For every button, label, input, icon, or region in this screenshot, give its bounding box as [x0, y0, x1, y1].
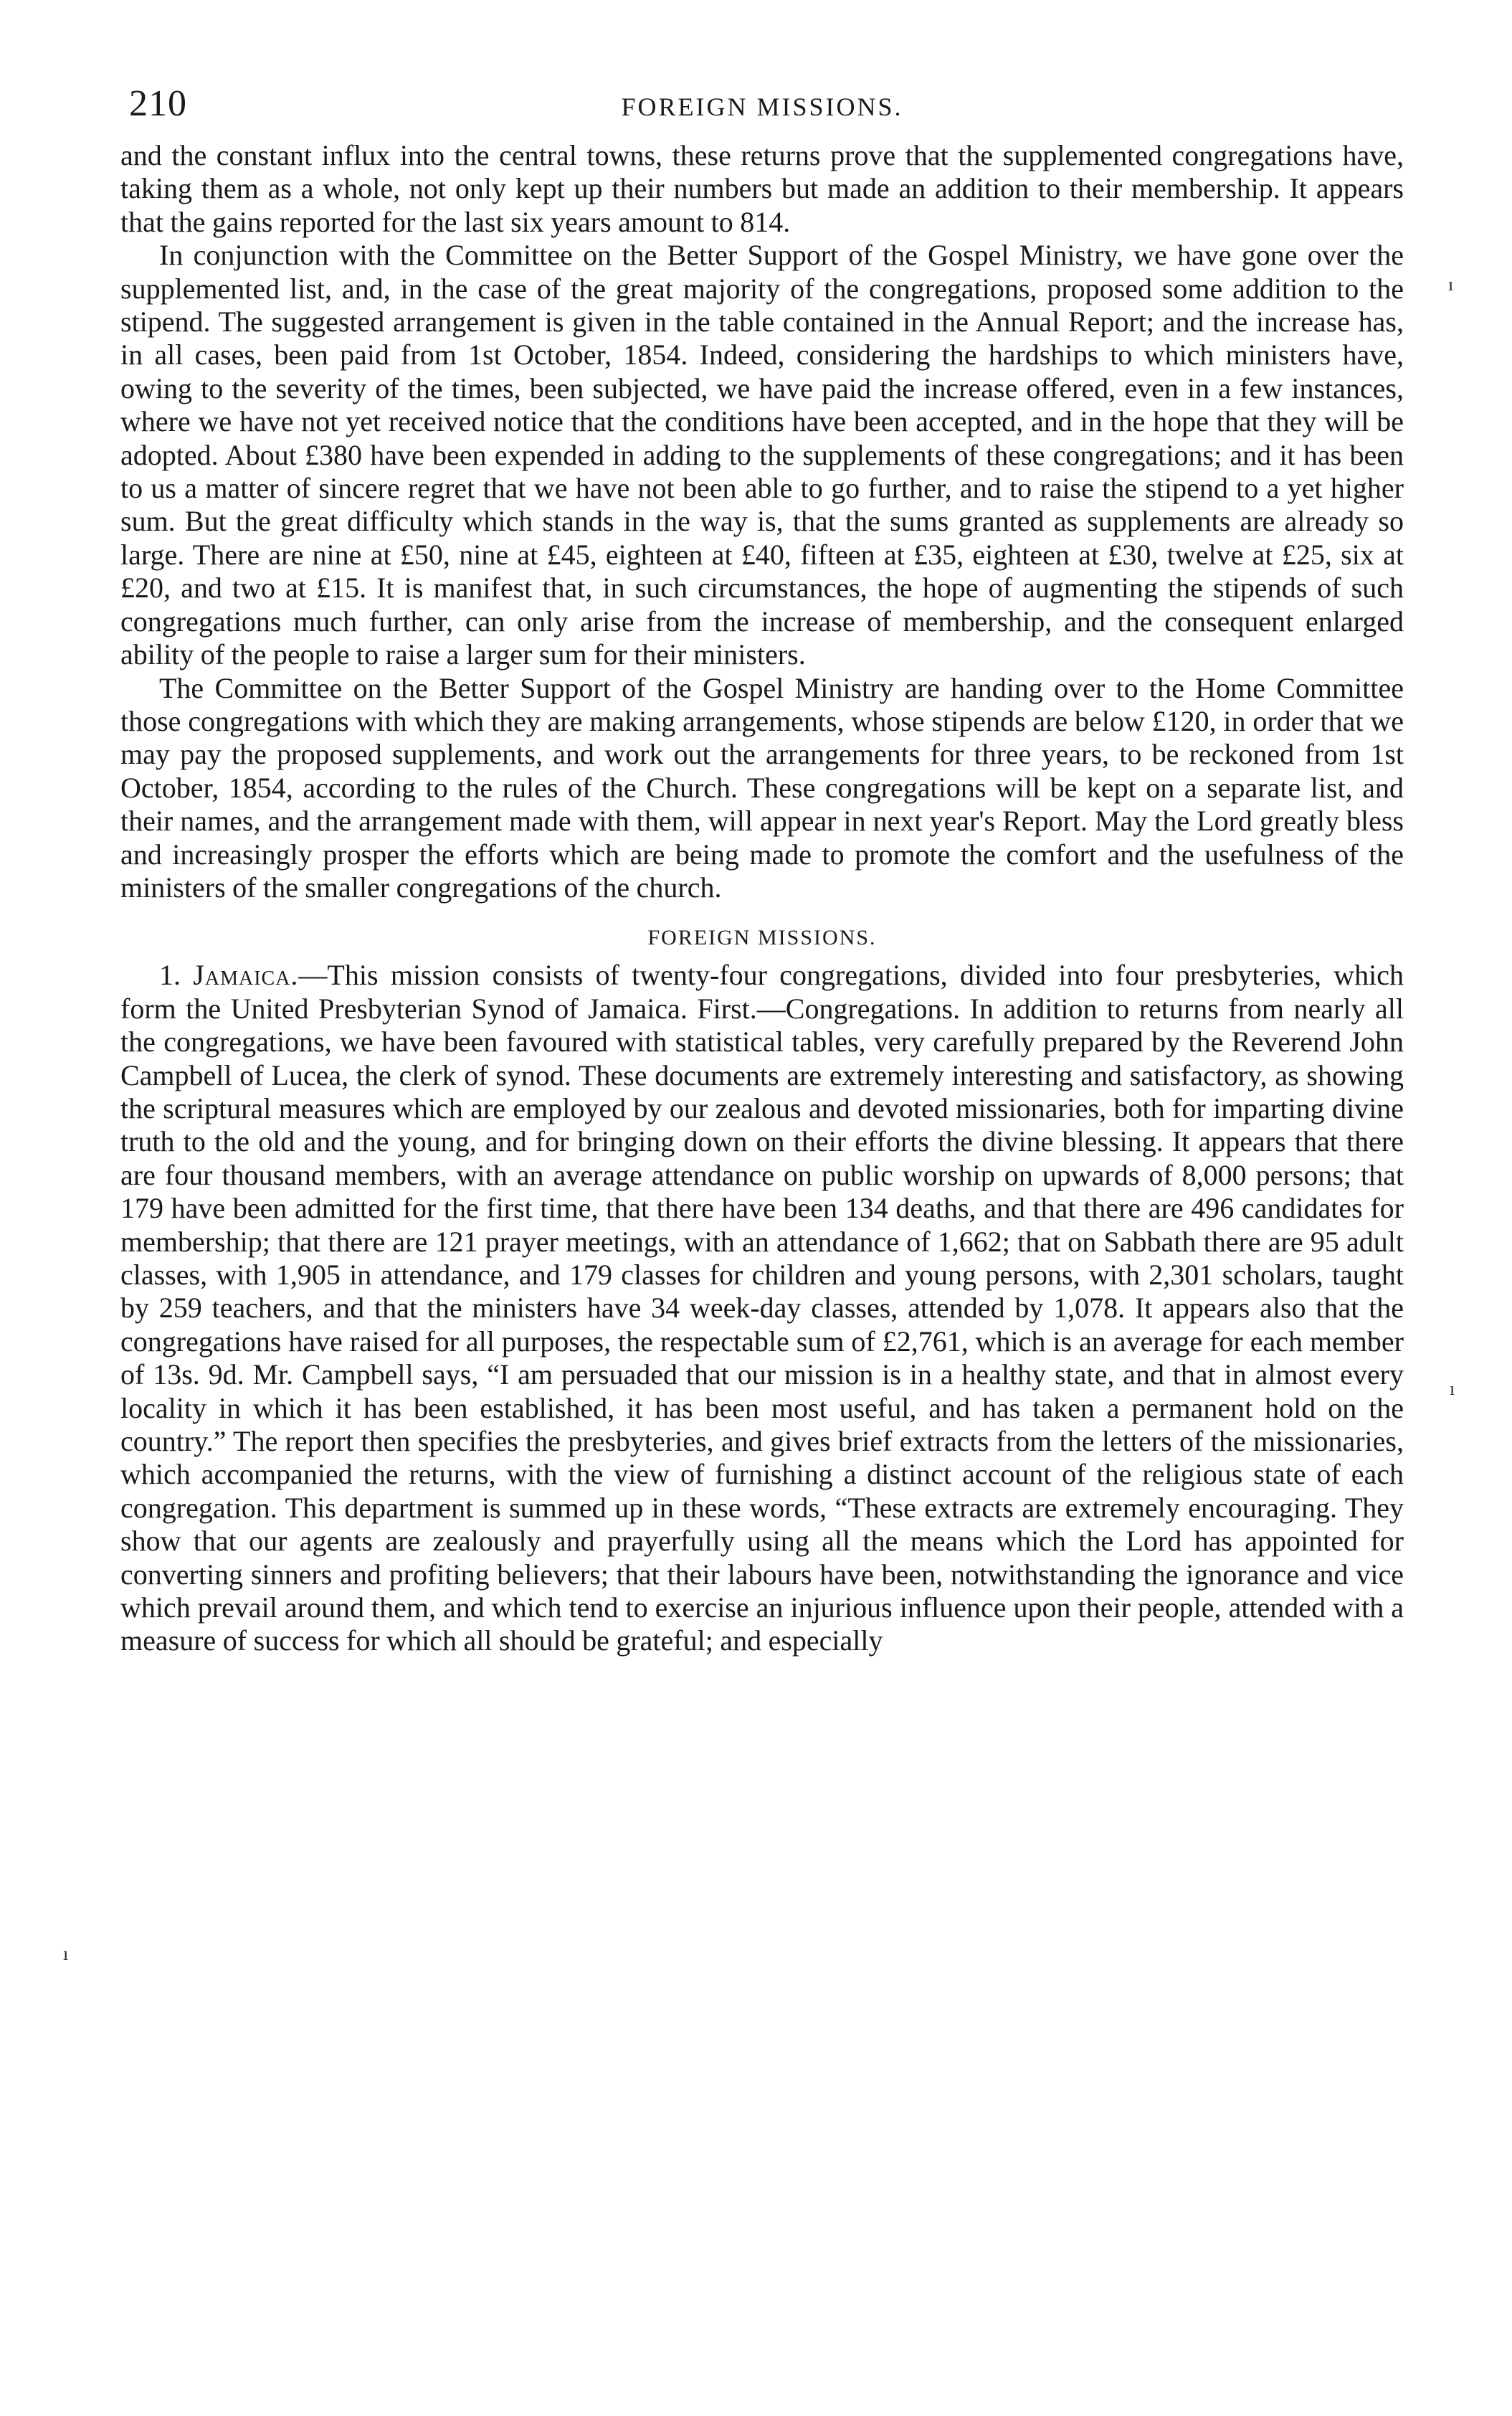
running-title: FOREIGN MISSIONS. — [621, 93, 903, 121]
item-dash: — — [298, 959, 328, 992]
item-name-jamaica: Jamaica. — [193, 959, 299, 992]
section-heading: FOREIGN MISSIONS. — [647, 926, 877, 950]
page — [120, 79, 1404, 1658]
paragraph-jamaica — [120, 959, 1404, 1658]
body-text — [120, 139, 1404, 1658]
page-number: 210 — [129, 83, 187, 124]
margin-mark-2: ı — [1450, 1378, 1455, 1399]
paragraph-stipend-supplements: In conjunction with the Committee on the Better Support of the Gospel Ministry, we have gone over the supplemented list, and, in the case of the great majority of the congregations, proposed some addition to the stipend. The suggested arrangement is given in the table contained in the Annual Report; and the increase has, in all cases, been paid from 1st October, 1854. Indeed, considering the hardships to which ministers have, owing to the severity of the times, been subjected, we have paid the increase offered, even in a few instances, where we have not yet received notice that the conditions have been accepted, and in the hope that they will be adopted. About £380 have been expended in adding to the supplements of these congregations; and it has been to us a matter of sincere regret that we have not been able to go further, and to raise the stipend to a yet higher sum. But the great difficulty which stands in the way is, that the sums granted as supplements are already so large. There are nine at £50, nine at £45, eighteen at £40, fifteen at £35, eighteen at £30, twelve at £25, six at £20, and two at £15. It is manifest that, in such circumstances, the hope of augmenting the stipends of such congregations much further, can only arise from the increase of membership, and the consequent enlarged ability of the people to raise a larger sum for their ministers. — [120, 239, 1404, 671]
margin-mark-1: ı — [1448, 274, 1454, 295]
paragraph-continuation: and the constant influx into the central towns, these returns prove that the supplemented congregations have, taking them as a whole, not only kept up their numbers but made an addition to their membership. It appears that the gains reported for the last six years amount to 814. — [120, 139, 1404, 238]
paragraph-home-committee: The Committee on the Better Support of the Gospel Ministry are handing over to the Home Committee those congregations with which they are making arrangements, whose stipends are below £120, in order that we may pay the proposed supplements, and work out the arrangements for three years, to be reckoned from 1st October, 1854, according to the rules of the Church. These congregations will be kept on a separate list, and their names, and the arrangement made with them, will appear in next year's Report. May the Lord greatly bless and increasingly prosper the efforts which are being made to promote the comfort and the usefulness of the ministers of the smaller congregations of the church. — [120, 671, 1404, 904]
item-number: 1. — [159, 959, 181, 992]
margin-mark-3: ı — [63, 1943, 69, 1964]
jamaica-text: This mission consists of twenty-four congregations, divided into four presbyteries, which form the United Presbyterian Synod of Jamaica. First.—Congregations. In addition to returns from nearly all the congregations, we have been favoured with statistical tables, very carefully prepared by the Reverend John Campbell of Lucea, the clerk of synod. These documents are extremely interesting and satisfactory, as showing the scriptural measures which are employed by our zealous and devoted missionaries, both for imparting divine truth to the old and the young, and for bringing down on their efforts the divine blessing. It appears that there are four thousand members, with an average attendance on public worship on upwards of 8,000 persons; that 179 have been admitted for the first time, that there have been 134 deaths, and that there are 496 candidates for membership; that there are 121 prayer meetings, with an attendance of 1,662; that on Sabbath there are 95 adult classes, with 1,905 in attendance, and 179 classes for children and young persons, with 2,301 scholars, taught by 259 teachers, and that the ministers have 34 week-day classes, attended by 1,078. It appears also that the congregations have raised for all purposes, the respectable sum of £2,761, which is an average for each member of 13s. 9d. Mr. Campbell says, “I am persuaded that our mission is in a healthy state, and that in almost every locality in which it has been established, it has been most useful, and has taken a permanent hold on the country.” The report then specifies the presbyteries, and gives brief extracts from the letters of the missionaries, which accompanied the returns, with the view of furnishing a distinct account of the religious state of each congregation. This department is summed up in these words, “These extracts are extremely encouraging. They show that our agents are zealously and prayerfully using all the means which the Lord has appointed for converting sinners and profiting believers; that their labours have been, notwithstanding the ignorance and vice which prevail around them, and which tend to exercise an injurious influence upon their people, attended with a measure of success for which all should be grateful; and especially — [120, 959, 1404, 1657]
running-head — [120, 79, 1404, 129]
